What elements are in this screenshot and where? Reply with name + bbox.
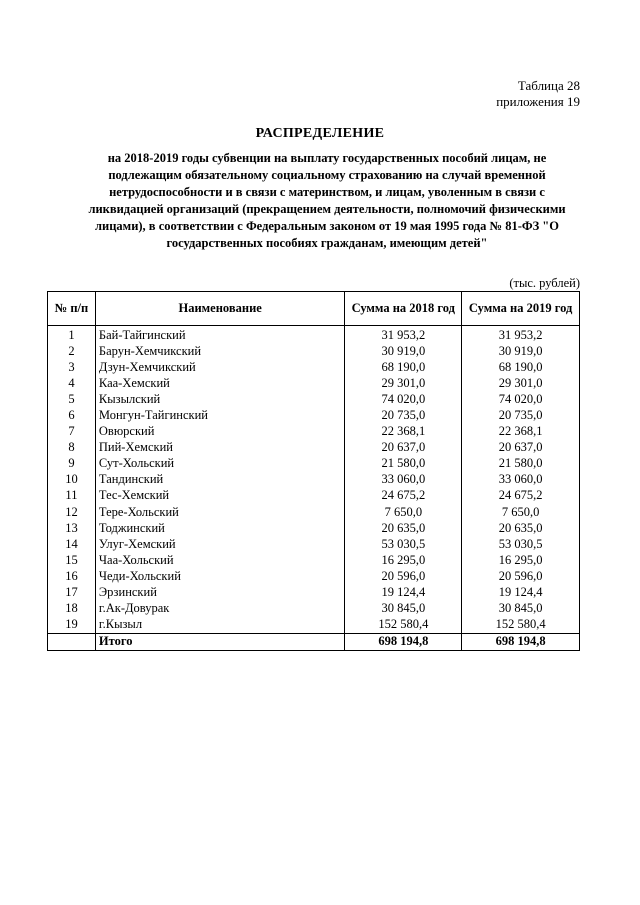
- sum-2018: 20 596,0: [345, 568, 462, 584]
- column-header-name: Наименование: [95, 292, 345, 326]
- table-body: [48, 326, 580, 634]
- units-note: (тыс. рублей): [509, 276, 580, 290]
- region-name: г.Кызыл: [95, 617, 345, 634]
- table-row: [48, 343, 580, 359]
- row-number: 4: [48, 375, 96, 391]
- table-number: Таблица 28: [517, 78, 580, 93]
- sum-2018: 31 953,2: [345, 326, 462, 344]
- table-row: [48, 617, 580, 634]
- table-row: [48, 456, 580, 472]
- row-number: 17: [48, 585, 96, 601]
- region-name: Овюрский: [95, 424, 345, 440]
- table-row: [48, 536, 580, 552]
- row-number: 14: [48, 536, 96, 552]
- table-row: [48, 440, 580, 456]
- sum-2019: 20 637,0: [462, 440, 580, 456]
- sum-2018: 30 845,0: [345, 601, 462, 617]
- sum-2018: 24 675,2: [345, 488, 462, 504]
- table-reference: [496, 78, 580, 110]
- row-number: 16: [48, 568, 96, 584]
- region-name: Бай-Тайгинский: [95, 326, 345, 344]
- sum-2018: 20 635,0: [345, 520, 462, 536]
- column-header-sum-2019: Сумма на 2019 год: [462, 292, 580, 326]
- region-name: Кызылский: [95, 391, 345, 407]
- row-number: 2: [48, 343, 96, 359]
- table-row: [48, 585, 580, 601]
- sum-2018: 30 919,0: [345, 343, 462, 359]
- table-row: [48, 391, 580, 407]
- row-number: 18: [48, 601, 96, 617]
- region-name: Дзун-Хемчикский: [95, 359, 345, 375]
- region-name: Чаа-Хольский: [95, 552, 345, 568]
- sum-2019: 30 919,0: [462, 343, 580, 359]
- row-number: 19: [48, 617, 96, 634]
- region-name: Тандинский: [95, 472, 345, 488]
- sum-2018: 19 124,4: [345, 585, 462, 601]
- total-number-cell: [48, 633, 96, 650]
- region-name: г.Ак-Довурак: [95, 601, 345, 617]
- appendix-number: приложения 19: [496, 94, 580, 109]
- region-name: Эрзинский: [95, 585, 345, 601]
- row-number: 10: [48, 472, 96, 488]
- table-row: [48, 568, 580, 584]
- table-row: [48, 488, 580, 504]
- sum-2018: 152 580,4: [345, 617, 462, 634]
- row-number: 13: [48, 520, 96, 536]
- region-name: Сут-Хольский: [95, 456, 345, 472]
- row-number: 5: [48, 391, 96, 407]
- total-sum-2019: 698 194,8: [462, 633, 580, 650]
- region-name: Тоджинский: [95, 520, 345, 536]
- sum-2018: 53 030,5: [345, 536, 462, 552]
- total-label: Итого: [95, 633, 345, 650]
- region-name: Улуг-Хемский: [95, 536, 345, 552]
- sum-2018: 7 650,0: [345, 504, 462, 520]
- sum-2018: 68 190,0: [345, 359, 462, 375]
- row-number: 11: [48, 488, 96, 504]
- row-number: 9: [48, 456, 96, 472]
- sum-2019: 30 845,0: [462, 601, 580, 617]
- document-title: РАСПРЕДЕЛЕНИЕ: [255, 126, 385, 141]
- sum-2019: 20 635,0: [462, 520, 580, 536]
- sum-2018: 29 301,0: [345, 375, 462, 391]
- table-row: [48, 424, 580, 440]
- table-row: [48, 504, 580, 520]
- sum-2019: 20 596,0: [462, 568, 580, 584]
- sum-2018: 16 295,0: [345, 552, 462, 568]
- sum-2019: 152 580,4: [462, 617, 580, 634]
- region-name: Тес-Хемский: [95, 488, 345, 504]
- row-number: 15: [48, 552, 96, 568]
- total-sum-2018: 698 194,8: [345, 633, 462, 650]
- sum-2018: 20 637,0: [345, 440, 462, 456]
- table-row: [48, 407, 580, 423]
- row-number: 3: [48, 359, 96, 375]
- sum-2018: 22 368,1: [345, 424, 462, 440]
- sum-2019: 19 124,4: [462, 585, 580, 601]
- table-row: [48, 359, 580, 375]
- sum-2019: 20 735,0: [462, 407, 580, 423]
- sum-2019: 53 030,5: [462, 536, 580, 552]
- sum-2019: 24 675,2: [462, 488, 580, 504]
- sum-2019: 22 368,1: [462, 424, 580, 440]
- sum-2019: 74 020,0: [462, 391, 580, 407]
- region-name: Тере-Хольский: [95, 504, 345, 520]
- sum-2019: 21 580,0: [462, 456, 580, 472]
- table-row: [48, 552, 580, 568]
- region-name: Пий-Хемский: [95, 440, 345, 456]
- sum-2018: 20 735,0: [345, 407, 462, 423]
- table-header-row: [48, 292, 580, 326]
- row-number: 8: [48, 440, 96, 456]
- region-name: Чеди-Хольский: [95, 568, 345, 584]
- region-name: Каа-Хемский: [95, 375, 345, 391]
- region-name: Монгун-Тайгинский: [95, 407, 345, 423]
- sum-2018: 74 020,0: [345, 391, 462, 407]
- row-number: 7: [48, 424, 96, 440]
- total-row: [48, 633, 580, 650]
- distribution-table: [47, 291, 580, 651]
- sum-2018: 33 060,0: [345, 472, 462, 488]
- row-number: 12: [48, 504, 96, 520]
- row-number: 1: [48, 326, 96, 344]
- region-name: Барун-Хемчикский: [95, 343, 345, 359]
- table-row: [48, 326, 580, 344]
- table-row: [48, 520, 580, 536]
- sum-2019: 29 301,0: [462, 375, 580, 391]
- table-row: [48, 375, 580, 391]
- column-header-number: № п/п: [48, 292, 96, 326]
- sum-2019: 7 650,0: [462, 504, 580, 520]
- column-header-sum-2018: Сумма на 2018 год: [345, 292, 462, 326]
- sum-2019: 68 190,0: [462, 359, 580, 375]
- sum-2019: 33 060,0: [462, 472, 580, 488]
- row-number: 6: [48, 407, 96, 423]
- sum-2019: 31 953,2: [462, 326, 580, 344]
- sum-2019: 16 295,0: [462, 552, 580, 568]
- table-row: [48, 601, 580, 617]
- document-subtitle: на 2018-2019 годы субвенции на выплату государственных пособий лицам, не подлежащим обязательному социальному страхованию на случай временной нетрудоспособности и в связи с материнством, и лицам, уволенным в связи с ликвидацией организаций (прекращением деятельности, полномочий физическими лицами), в соответствии с Федеральным законом от 19 мая 1995 года № 81-ФЗ "О государственных пособиях гражданам, имеющим детей": [88, 151, 566, 250]
- table-row: [48, 472, 580, 488]
- sum-2018: 21 580,0: [345, 456, 462, 472]
